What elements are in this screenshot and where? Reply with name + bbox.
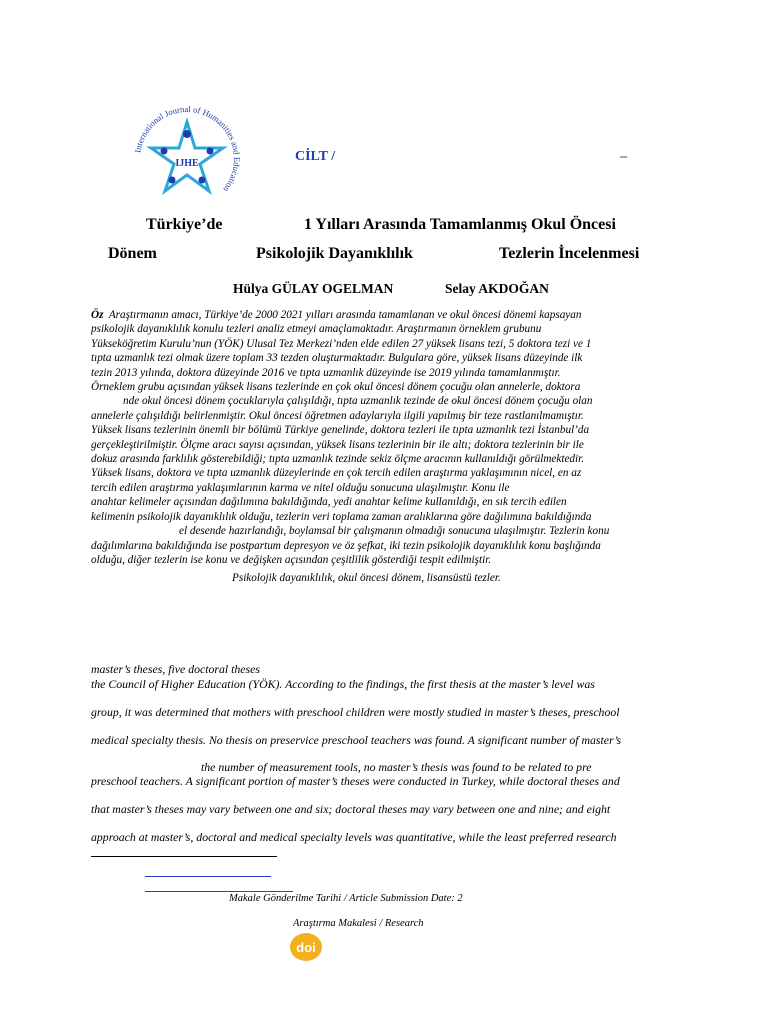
abstract-english-line: the number of measurement tools, no master’s thesis was found to be related to pre (201, 760, 592, 774)
abstract-line: Yüksek lisans tezlerinin önemli bir bölümü Türkiye genelinde, doktora tezleri ile tıpta uzmanlık tezi İstanbul’da (91, 424, 590, 437)
abstract-line: olduğu, diğer tezlerin ise konu ve değişken açısından çeşitlilik gösterdiği tespit edilmiştir. (91, 553, 492, 566)
title-line2-part2: Psikolojik Dayanıklılık (256, 245, 413, 262)
author-1: Hülya GÜLAY OGELMAN (233, 281, 394, 296)
abstract-english-line: medical specialty thesis. No thesis on preservice preschool teachers was found. A significant number of master’s (91, 733, 622, 747)
abstract-english-line: master’s theses, five doctoral theses (91, 662, 260, 676)
abstract-line: kelimenin psikolojik dayanıklılık olduğu, tezlerin veri toplama zaman aralıklarına göre dağılımına bakıldığında (91, 510, 592, 523)
abstract-line: tıpta uzmanlık tezi olmak üzere toplam 33 tezden oluşturmaktadır. Bulgulara göre, yüksek lisans düzeyinde ilk (91, 352, 583, 365)
abstract-line: Yükseköğretim Kurulu’nun (YÖK) Ulusal Tez Merkezi’nden elde edilen 27 yüksek lisans tezi, 5 doktora tezi ve 1 (91, 337, 592, 350)
abstract-line: Öz Araştırmanın amacı, Türkiye’de 2000 2021 yılları arasında tamamlanan ve okul öncesi dönemi kapsayan (91, 309, 582, 321)
logo-text: IJHE (175, 158, 199, 169)
abstract-english-line: group, it was determined that mothers with preschool children were mostly studied in master’s theses, preschool (91, 705, 620, 719)
abstract-line: tercih edilen araştırma yaklaşımlarının karma ve nitel olduğu sonucuna ulaşılmıştır. Konu ile (91, 481, 510, 494)
title-line2-part3: Tezlerin İncelenmesi (499, 245, 640, 262)
svg-text:International Journal of Human: International Journal of Humanities and Education (132, 103, 243, 195)
footnote-separator (91, 856, 277, 857)
author-2: Selay AKDOĞAN (445, 281, 549, 296)
doi-badge-text: doi (296, 940, 316, 955)
abstract-label: Öz (91, 309, 104, 321)
issue-dash: – (620, 149, 627, 164)
abstract-english-line: approach at master’s, doctoral and medical specialty levels was quantitative, while the least preferred research (91, 830, 617, 844)
title-line1-part1: Türkiye’de (146, 216, 223, 233)
abstract-line: annelerle çalışıldığı belirlenmiştir. Okul öncesi öğretmen adaylarıyla ilgili yapılmış bir teze rastlanılmamıştır. (91, 409, 584, 422)
keywords-turkish: Psikolojik dayanıklılık, okul öncesi dönem, lisansüstü tezler. (232, 572, 501, 584)
submission-date: Makale Gönderilme Tarihi / Article Submission Date: 2 (229, 893, 463, 904)
abstract-line: psikolojik dayanıklılık konulu tezleri analiz etmeyi amaçlamaktadır. Araştırmanın örneklem grubunu (91, 323, 542, 336)
abstract-line: anahtar kelimeler açısından dağılımına bakıldığında, yedi anahtar kelime kullanıldığı, en sık tercih edilen (91, 496, 567, 509)
abstract-line: Yüksek lisans, doktora ve tıpta uzmanlık düzeylerinde en çok tercih edilen araştırma yaklaşımının nicel, en az (91, 467, 582, 480)
abstract-line: gerçekleştirilmiştir. Ölçme aracı sayısı açısından, yüksek lisans tezlerinin bir ile altı; doktora tezlerinin bir ile (91, 438, 584, 451)
abstract-line: dokuz arasında farklılık gösterebildiği; tıpta uzmanlık tezinde sekiz ölçme aracının kullanıldığı görülmektedir. (91, 453, 585, 466)
volume-label: CİLT / (295, 149, 336, 164)
article-type: Araştırma Makalesi / Research (293, 918, 424, 929)
footnote-email-link-1[interactable] (145, 876, 271, 877)
title-line1-part2: 1 Yılları Arasında Tamamlanmış Okul Öncesi (304, 216, 616, 233)
abstract-english-line: the Council of Higher Education (YÖK). According to the findings, the first thesis at the master’s level was (91, 677, 595, 691)
abstract-line: tezin 2013 yılında, doktora düzeyinde 2016 ve tıpta uzmanlık düzeyinde ise 2019 yılında tamamlanmıştır. (91, 366, 561, 379)
abstract-english-line: preschool teachers. A significant portion of master’s theses were conducted in Turkey, while doctoral theses and (91, 774, 620, 788)
title-line2-part1: Dönem (108, 245, 157, 262)
abstract-turkish (91, 308, 676, 567)
abstract-line: el desende hazırlandığı, boylamsal bir çalışmanın olmadığı sonucuna ulaşılmıştır. Tezlerin konu (179, 525, 610, 538)
footnote-email-link-2[interactable] (145, 891, 293, 892)
doi-icon[interactable] (289, 932, 323, 962)
abstract-english-line: that master’s theses may vary between one and six; doctoral theses may vary between one and nine; and eight (91, 802, 611, 816)
abstract-line: nde okul öncesi dönem çocuklarıyla çalışıldığı, tıpta uzmanlık tezinde de okul öncesi dönem çocuğu olan (123, 395, 593, 408)
journal-logo (128, 100, 246, 218)
abstract-line: dağılımlarına bakıldığında ise postpartum depresyon ve öz şefkat, iki tezin psikolojik dayanıklılık konu başlığında (91, 539, 601, 552)
abstract-line: Örneklem grubu açısından yüksek lisans tezlerinde en çok okul öncesi dönem çocuğu olan annelerle, doktora (91, 381, 581, 394)
